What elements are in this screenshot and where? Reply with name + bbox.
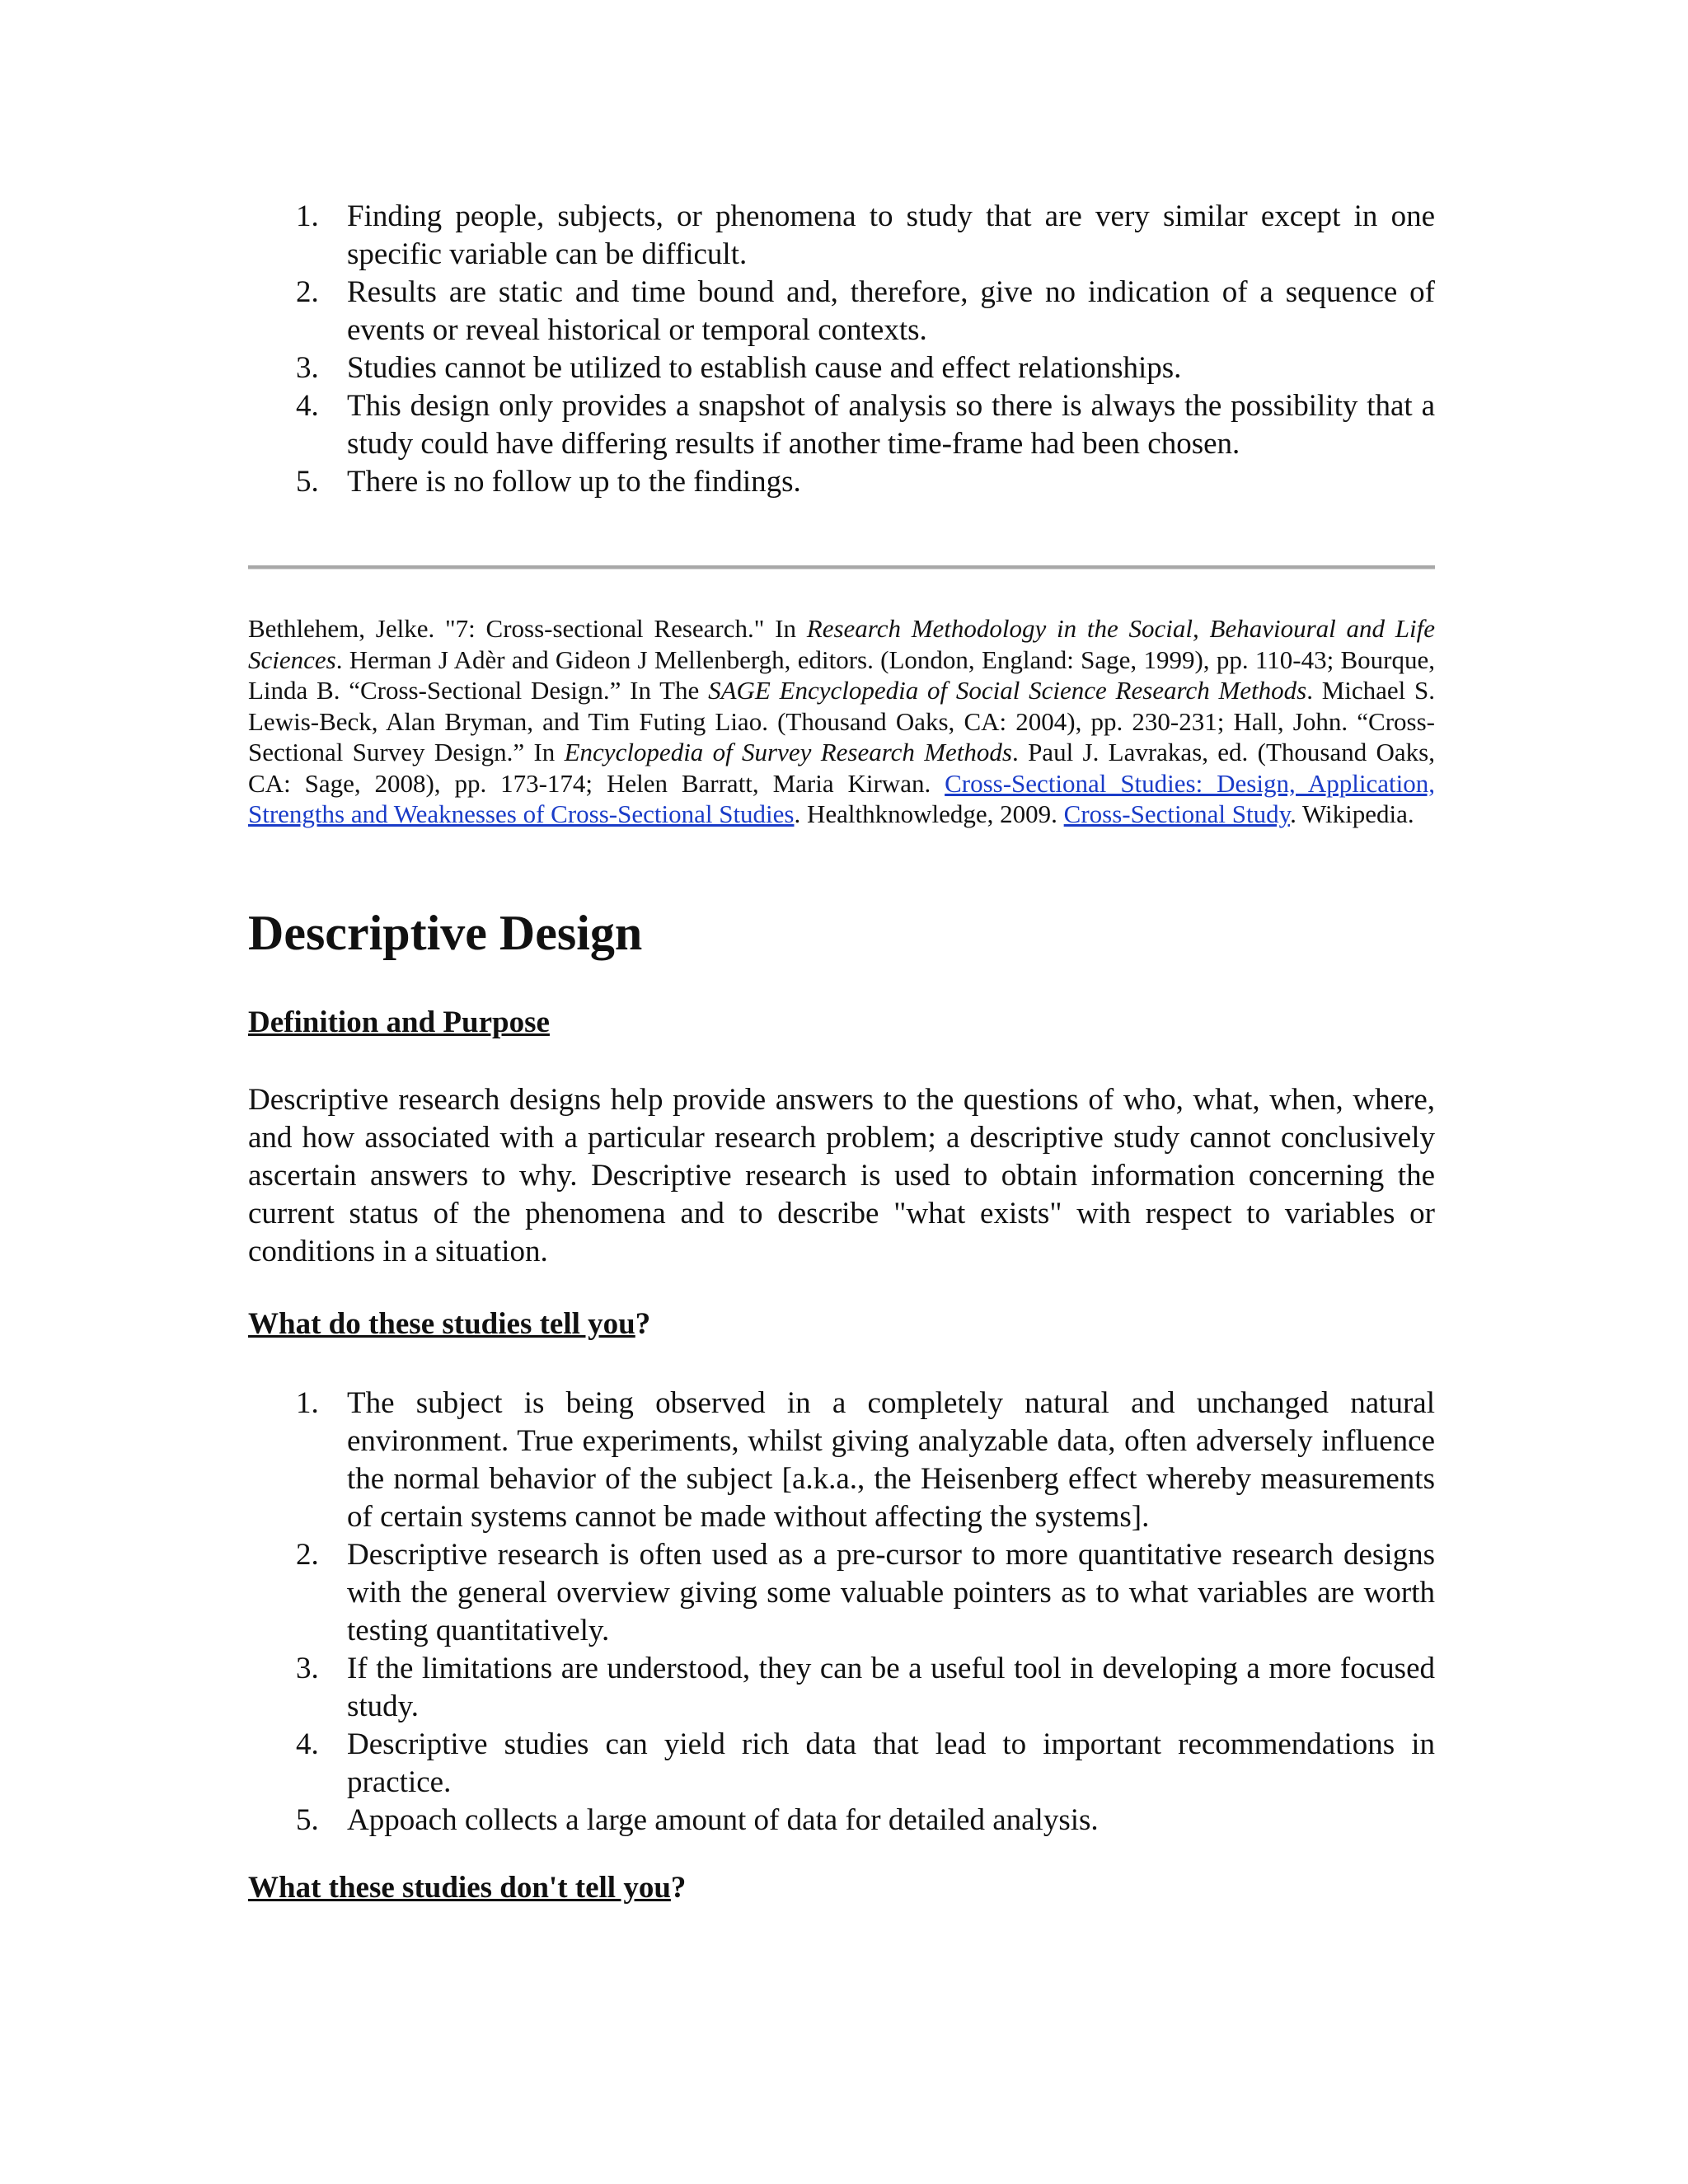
list-item-text: There is no follow up to the findings.	[347, 465, 801, 499]
list-item-text: Descriptive research is often used as a pre-cursor to more quantitative research designs with the general overview giving some valuable pointers as to what variables are worth testing quantitatively.	[347, 1538, 1435, 1647]
reference-text: Bethlehem, Jelke. "7: Cross-sectional Research." In	[248, 614, 807, 643]
list-item	[248, 463, 1435, 501]
section-title: Descriptive Design	[248, 906, 643, 960]
dont-tell-you-heading	[248, 1869, 686, 1907]
list-item	[248, 274, 1435, 349]
list-item-text: Studies cannot be utilized to establish cause and effect relationships.	[347, 351, 1182, 385]
reference-text: . Healthknowledge, 2009.	[794, 799, 1064, 828]
reference-title: SAGE Encyclopedia of Social Science Research Methods	[708, 676, 1307, 705]
dont-tell-you-heading-text: What these studies don't tell you	[248, 1871, 671, 1905]
list-item	[248, 1726, 1435, 1802]
list-item	[248, 1650, 1435, 1726]
list-item	[248, 1802, 1435, 1840]
tell-you-heading-text: What do these studies tell you	[248, 1307, 635, 1341]
list-number: 2.	[296, 1538, 319, 1572]
list-item	[248, 387, 1435, 463]
list-number: 4.	[296, 1727, 319, 1761]
definition-heading	[248, 1004, 550, 1042]
reference-text: . Michael S. Lewis-Beck, Alan Bryman, and Tim Futing Liao. (Thousand Oaks, CA: 2004), pp. 230-231; Hall, John. “Cross-Sectional Survey Design.” In	[248, 676, 1436, 766]
reference-text: . Paul J. Lavrakas, ed. (Thousand Oaks, CA: Sage, 2008), pp. 173-174; Helen Barratt, Maria Kirwan.	[248, 738, 1435, 798]
list-number: 5.	[296, 465, 319, 499]
list-number: 5.	[296, 1803, 319, 1837]
list-number: 2.	[296, 275, 319, 309]
cross-sectional-studies-link[interactable]: Cross-Sectional Studies: Design, Application, Strengths and Weaknesses of Cross-Sectional Studies	[248, 768, 1435, 828]
references-paragraph	[248, 613, 1435, 830]
dont-tell-you-heading-suffix: ?	[670, 1871, 687, 1905]
list-number: 1.	[296, 199, 319, 233]
list-number: 3.	[296, 1652, 319, 1685]
list-item-text: This design only provides a snapshot of analysis so there is always the possibility that a study could have differing results if another time-frame had been chosen.	[347, 389, 1435, 461]
list-number: 1.	[296, 1386, 319, 1420]
cross-sectional-study-wikipedia-link[interactable]: Cross-Sectional Study	[1063, 799, 1291, 828]
list-item-text: Descriptive studies can yield rich data that lead to important recommendations in practice.	[347, 1727, 1435, 1799]
list-item	[248, 1536, 1435, 1650]
list-item-text: Finding people, subjects, or phenomena to study that are very similar except in one specific variable can be difficult.	[347, 199, 1435, 271]
list-item-text: If the limitations are understood, they can be a useful tool in developing a more focused study.	[347, 1652, 1435, 1723]
list-item	[248, 198, 1435, 274]
reference-text: . Wikipedia.	[1290, 799, 1414, 828]
tell-you-heading	[248, 1305, 650, 1343]
list-item	[248, 349, 1435, 387]
list-number: 4.	[296, 389, 319, 423]
definition-heading-text: Definition and Purpose	[248, 1005, 550, 1039]
horizontal-rule	[248, 565, 1435, 569]
list-item-text: Results are static and time bound and, therefore, give no indication of a sequence of events or reveal historical or temporal contexts.	[347, 275, 1435, 347]
list-item	[248, 1385, 1435, 1536]
reference-title: Research Methodology in the Social, Behavioural and Life Sciences	[248, 614, 1436, 674]
definition-paragraph: Descriptive research designs help provide answers to the questions of who, what, when, where, and how associated with a particular research problem; a descriptive study cannot conclusively ascertain answers to why. Descriptive research is used to obtain information concerning the current status of the phenomena and to describe "what exists" with respect to variables or conditions in a situation.	[248, 1083, 1435, 1268]
reference-title: Encyclopedia of Survey Research Methods	[564, 738, 1012, 766]
list-item-text: Appoach collects a large amount of data for detailed analysis.	[347, 1803, 1099, 1837]
list-number: 3.	[296, 351, 319, 385]
tell-you-heading-suffix: ?	[635, 1307, 651, 1341]
limitations-list	[248, 198, 1435, 501]
list-item-text: The subject is being observed in a completely natural and unchanged natural environment. True experiments, whilst giving analyzable data, often adversely influence the normal behavior of the subject [a.k.a., the Heisenberg effect whereby measurements of certain systems cannot be made without affecting the systems].	[347, 1386, 1435, 1534]
benefits-list	[248, 1385, 1435, 1840]
reference-text: . Herman J Adèr and Gideon J Mellenbergh, editors. (London, England: Sage, 1999), pp. 110-43; Bourque, Linda B. “Cross-Sectional Design.” In The	[248, 644, 1435, 705]
